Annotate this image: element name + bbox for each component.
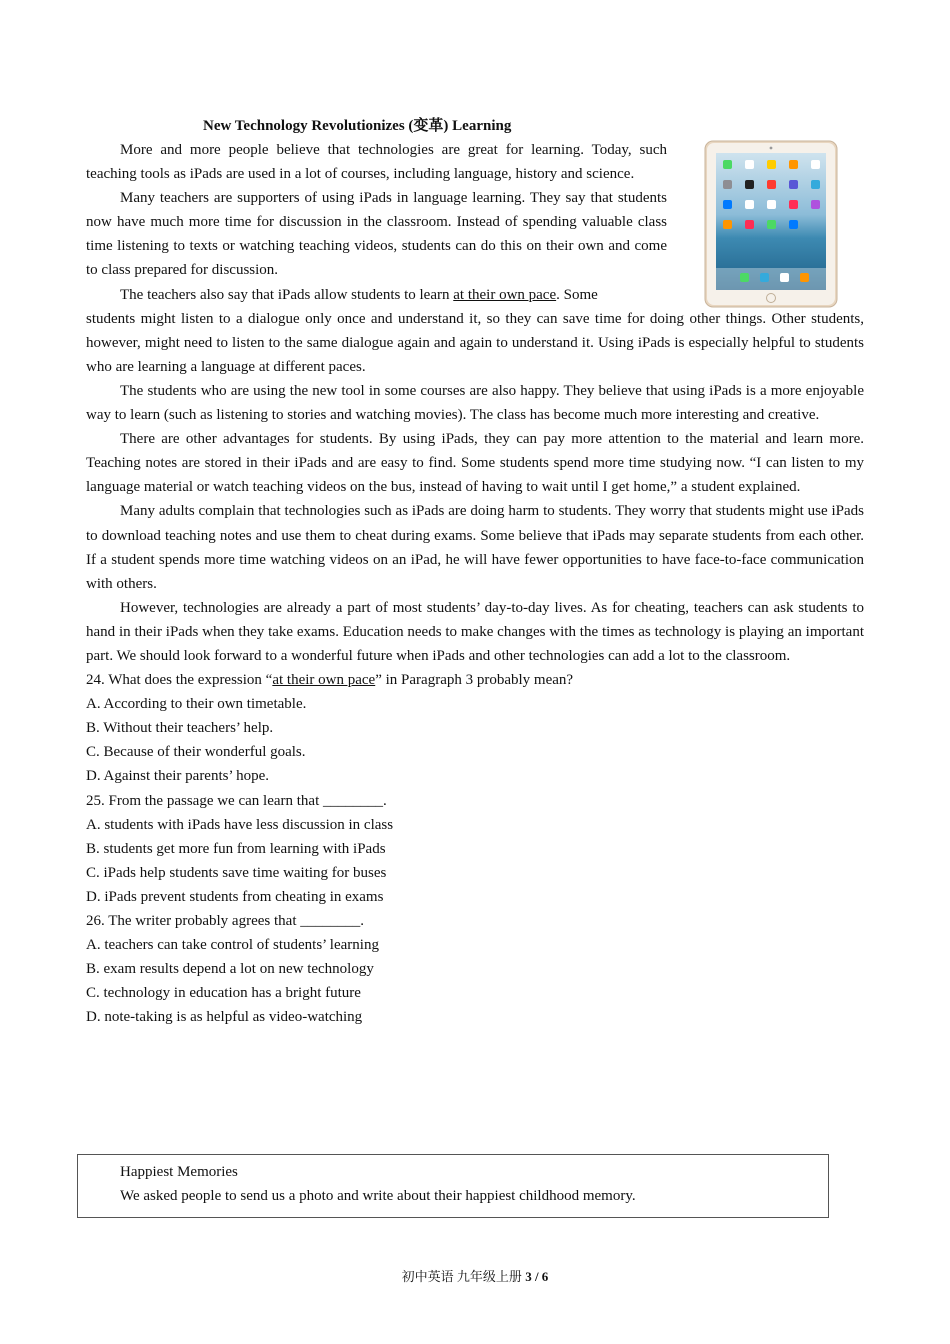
question-24-option-d: D. Against their parents’ hope.: [86, 768, 270, 785]
question-26-option-d: D. note-taking is as helpful as video-watching: [86, 1009, 363, 1026]
paragraph-3-rest: students might listen to a dialogue only once and understand it, so they can save time for doing other things. Other students, however, might need to listen to the same dialogue again and again to understand it. Using iPads is especially helpful to students who are learning a language at different paces.: [86, 310, 864, 375]
paragraph-4: The students who are using the new tool in some courses are also happy. They believe that using iPads is a more enjoyable way to learn (such as listening to stories and watching movies). The class has become much more interesting and creative.: [86, 382, 864, 424]
paragraph-6: Many adults complain that technologies such as iPads are doing harm to students. They worry that students might use iPads to download teaching notes and use them to cheat during exams. Some believe that iPads may separate students from each other. If a student spends more time watching videos on an iPad, he will have fewer opportunities to have face-to-face communication with others.: [86, 503, 864, 592]
question-25-option-a: A. students with iPads have less discussion in class: [86, 816, 394, 833]
question-26: 26. The writer probably agrees that ________.: [86, 913, 364, 929]
paragraph-3-first-line: [86, 283, 667, 307]
question-24-text-b: ” in Paragraph 3 probably mean?: [375, 672, 574, 689]
question-26-option-a: A. teachers can take control of students’ learning: [86, 937, 379, 954]
box-content: [120, 1160, 636, 1208]
tablet-icon: [704, 140, 838, 308]
box-title: Happiest Memories: [120, 1164, 238, 1180]
question-24-text-a: 24. What does the expression “: [86, 672, 273, 689]
paragraph-3-text-b: . Some: [556, 286, 598, 303]
box-text: We asked people to send us a photo and write about their happiest childhood memory.: [120, 1188, 636, 1204]
page-number: 3 / 6: [525, 1269, 549, 1284]
question-26-option-b: B. exam results depend a lot on new technology: [86, 961, 374, 978]
footer-text: 初中英语 九年级上册: [401, 1269, 526, 1284]
page-footer: [0, 1266, 950, 1285]
question-24-option-b: B. Without their teachers’ help.: [86, 720, 274, 737]
paragraph-3-text-a: The teachers also say that iPads allow students to learn: [120, 286, 454, 303]
question-24: [86, 668, 864, 692]
question-26-option-c: C. technology in education has a bright future: [86, 985, 361, 1002]
paragraph-7: However, technologies are already a part of most students’ day-to-day lives. As for cheating, teachers can ask students to hand in their iPads when they take exams. Education needs to make changes with the times as technology is playing an important part. We should look forward to a wonderful future when iPads and other technologies can add a lot to the classroom.: [86, 599, 864, 664]
ipad-image: [704, 140, 838, 308]
paragraph-5: There are other advantages for students. By using iPads, they can pay more attention to the material and learn more. Teaching notes are stored in their iPads and are easy to find. Some students spend more time studying now. “I can listen to my language material or watch teaching videos on the bus, instead of having to wait until I get home,” a student explained.: [86, 431, 864, 496]
paragraph-1: More and more people believe that technologies are great for learning. Today, such teaching tools as iPads are used in a lot of courses, including language, history and science.: [86, 142, 667, 183]
happiest-memories-box: [77, 1154, 829, 1218]
question-25-option-c: C. iPads help students save time waiting for buses: [86, 864, 387, 881]
question-24-option-a: A. According to their own timetable.: [86, 696, 307, 713]
paragraph-2: Many teachers are supporters of using iPads in language learning. They say that students now have much more time for discussion in the classroom. Instead of spending valuable class time listening to texts or watching teaching videos, students can do this on their own and come to class prepared for discussion.: [86, 190, 667, 279]
question-25-option-d: D. iPads prevent students from cheating in exams: [86, 888, 384, 905]
question-25: 25. From the passage we can learn that ________.: [86, 792, 387, 809]
question-25-option-b: B. students get more fun from learning with iPads: [86, 840, 386, 857]
question-24-option-c: C. Because of their wonderful goals.: [86, 744, 306, 761]
article-title: New Technology Revolutionizes (变革) Learning: [203, 118, 512, 134]
underlined-phrase: at their own pace: [453, 286, 557, 303]
question-24-phrase: at their own pace: [272, 672, 376, 689]
